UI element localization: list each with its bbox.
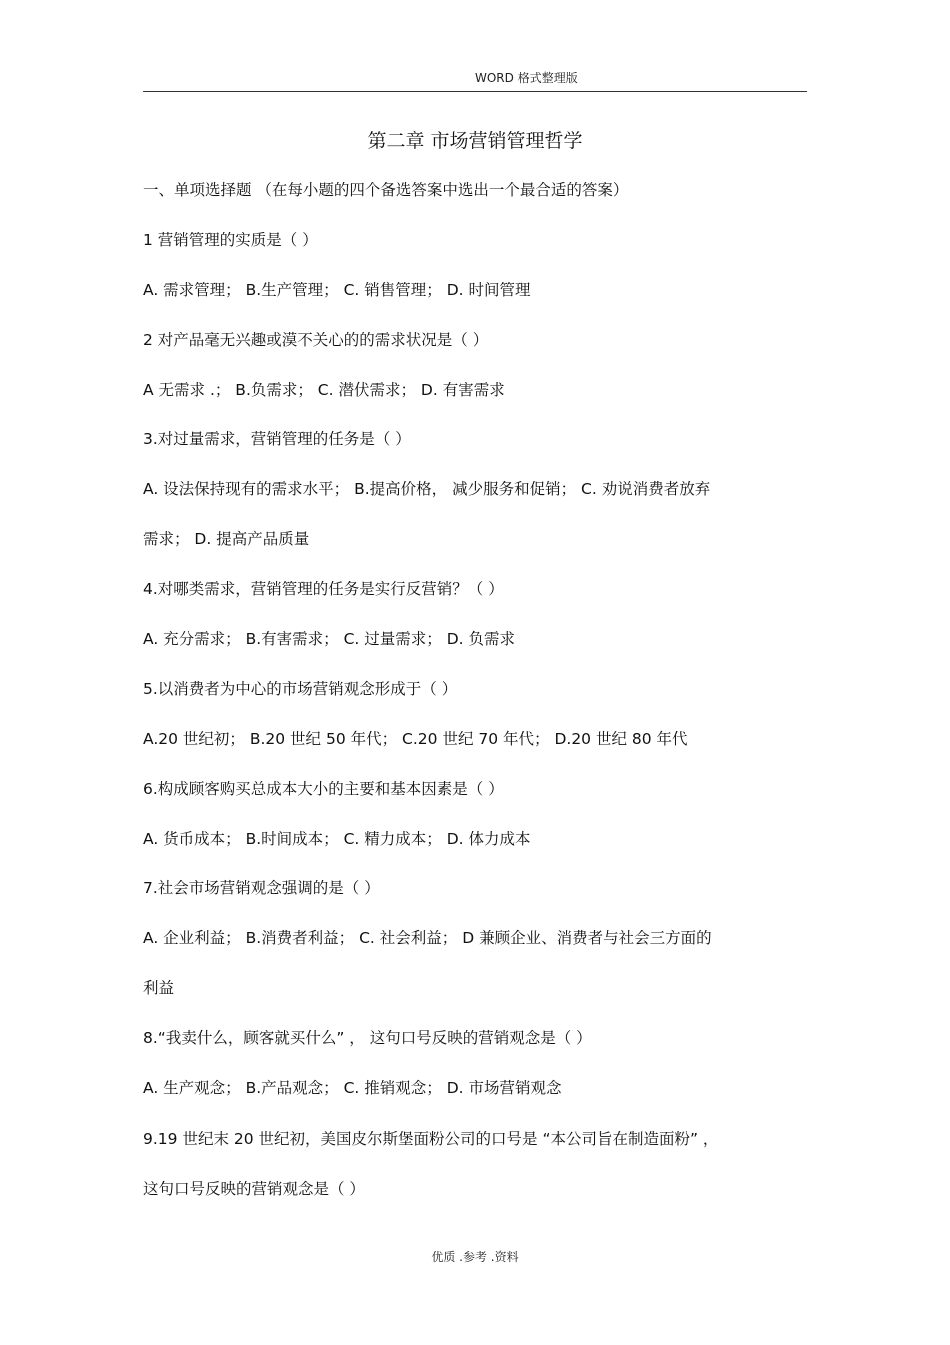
question-5: 5.以消费者为中心的市场营销观念形成于（ ） — [143, 680, 458, 698]
question-2: 2 对产品毫无兴趣或漠不关心的的需求状况是（ ） — [143, 331, 489, 349]
header-rule — [143, 91, 807, 92]
question-6: 6.构成顾客购买总成本大小的主要和基本因素是（ ） — [143, 780, 504, 798]
options-6: A. 货币成本； B.时间成本； C. 精力成本； D. 体力成本 — [143, 830, 531, 848]
question-3: 3.对过量需求，营销管理的任务是（ ） — [143, 430, 411, 448]
chapter-title: 第二章 市场营销管理哲学 — [367, 130, 583, 152]
question-8: 8.“我卖什么，顾客就买什么” ， 这句口号反映的营销观念是（ ） — [143, 1029, 592, 1047]
question-1: 1 营销管理的实质是（ ） — [143, 231, 318, 249]
page-footer: 优质 .参考 .资料 — [431, 1250, 519, 1264]
options-3: A. 设法保持现有的需求水平； B.提高价格， 减少服务和促销； C. 劝说消费者放弃 — [143, 480, 711, 498]
options-8: A. 生产观念； B.产品观念； C. 推销观念； D. 市场营销观念 — [143, 1079, 562, 1097]
header-text: WORD 格式整理版 — [475, 71, 578, 85]
options-3-cont: 需求； D. 提高产品质量 — [143, 530, 310, 548]
question-9-cont: 这句口号反映的营销观念是（ ） — [143, 1180, 365, 1198]
question-7: 7.社会市场营销观念强调的是（ ） — [143, 879, 380, 897]
options-5: A.20 世纪初； B.20 世纪 50 年代； C.20 世纪 70 年代； D.20 世纪 80 年代 — [143, 730, 688, 748]
section-heading: 一、单项选择题 （在每小题的四个备选答案中选出一个最合适的答案） — [143, 181, 629, 199]
options-7: A. 企业利益； B.消费者利益； C. 社会利益； D 兼顾企业、消费者与社会三方面的 — [143, 929, 712, 947]
question-9: 9.19 世纪末 20 世纪初，美国皮尔斯堡面粉公司的口号是 “本公司旨在制造面粉” ， — [143, 1130, 719, 1148]
question-4: 4.对哪类需求，营销管理的任务是实行反营销？（ ） — [143, 580, 504, 598]
options-7-cont: 利益 — [143, 979, 175, 997]
options-1: A. 需求管理； B.生产管理； C. 销售管理； D. 时间管理 — [143, 281, 531, 299]
options-4: A. 充分需求； B.有害需求； C. 过量需求； D. 负需求 — [143, 630, 515, 648]
options-2: A 无需求 .； B.负需求； C. 潜伏需求； D. 有害需求 — [143, 381, 505, 399]
